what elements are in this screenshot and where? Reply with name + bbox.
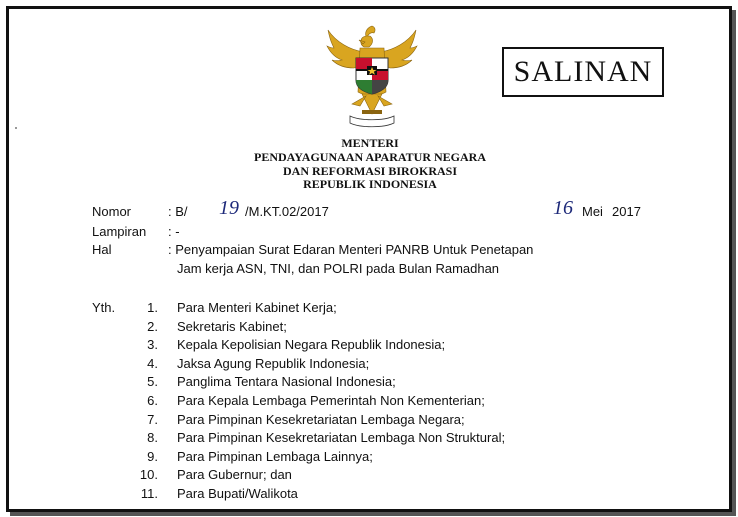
recipient-item: Para Gubernur; dan bbox=[177, 467, 292, 483]
recipient-item: Para Kepala Lembaga Pemerintah Non Kementerian; bbox=[177, 393, 485, 408]
recipient-number: 1. bbox=[147, 300, 158, 315]
recipient-item: Kepala Kepolisian Negara Republik Indonesia; bbox=[177, 337, 446, 353]
nomor-suffix: /M.KT.02/2017 bbox=[245, 204, 329, 219]
shield-icon bbox=[356, 58, 388, 94]
recipient-item: Para Pimpinan Lembaga Lainnya; bbox=[177, 448, 373, 464]
recipient-number: 11. bbox=[140, 486, 158, 501]
recipient-item: Panglima Tentara Nasional Indonesia; bbox=[177, 374, 396, 390]
header-title-line-2: PENDAYAGUNAAN APARATUR NEGARA bbox=[253, 150, 486, 164]
hal-label: Hal bbox=[92, 242, 112, 257]
header-title-line-1: MENTERI bbox=[341, 136, 399, 150]
lampiran-value: : - bbox=[168, 224, 180, 239]
date-year: 2017 bbox=[612, 204, 641, 219]
recipient-number: 9. bbox=[147, 448, 158, 464]
header-title-line-3: DAN REFORMASI BIROKRASI bbox=[282, 164, 458, 178]
recipient-item: Para Pimpinan Kesekretariatan Lembaga Non Struktural; bbox=[177, 430, 506, 446]
lampiran-label: Lampiran bbox=[92, 224, 147, 239]
recipient-item: Para Menteri Kabinet Kerja; bbox=[177, 300, 337, 315]
scan-speck bbox=[15, 127, 17, 129]
recipient-number: 3. bbox=[147, 337, 158, 353]
recipient-item: Para Bupati/Walikota bbox=[177, 486, 298, 501]
salinan-stamp: SALINAN bbox=[502, 47, 664, 97]
recipient-number: 5. bbox=[147, 374, 158, 390]
recipient-item: Jaksa Agung Republik Indonesia; bbox=[177, 355, 370, 371]
nomor-prefix: : B/ bbox=[168, 204, 188, 219]
recipient-number: 8. bbox=[147, 430, 158, 446]
recipient-number: 2. bbox=[147, 318, 158, 334]
date-month: Mei bbox=[582, 204, 603, 219]
garuda-pancasila-emblem-icon bbox=[322, 22, 422, 132]
recipients-label: Yth. bbox=[92, 300, 116, 315]
hal-line-2: Jam kerja ASN, TNI, dan POLRI pada Bulan Ramadhan bbox=[177, 261, 500, 276]
recipient-number: 6. bbox=[147, 393, 158, 408]
nomor-handwritten: 19 bbox=[219, 197, 239, 219]
date-handwritten: 16 bbox=[553, 197, 573, 219]
recipient-item: Para Pimpinan Kesekretariatan Lembaga Negara; bbox=[177, 411, 465, 427]
recipient-number: 10. bbox=[139, 467, 158, 483]
header-title-line-4: REPUBLIK INDONESIA bbox=[303, 177, 437, 191]
recipient-number: 4. bbox=[147, 355, 158, 371]
nomor-label: Nomor bbox=[92, 204, 132, 219]
hal-line-1: : Penyampaian Surat Edaran Menteri PANRB Untuk Penetapan bbox=[168, 242, 534, 257]
recipient-item: Sekretaris Kabinet; bbox=[177, 318, 287, 334]
recipient-number: 7. bbox=[147, 411, 158, 427]
